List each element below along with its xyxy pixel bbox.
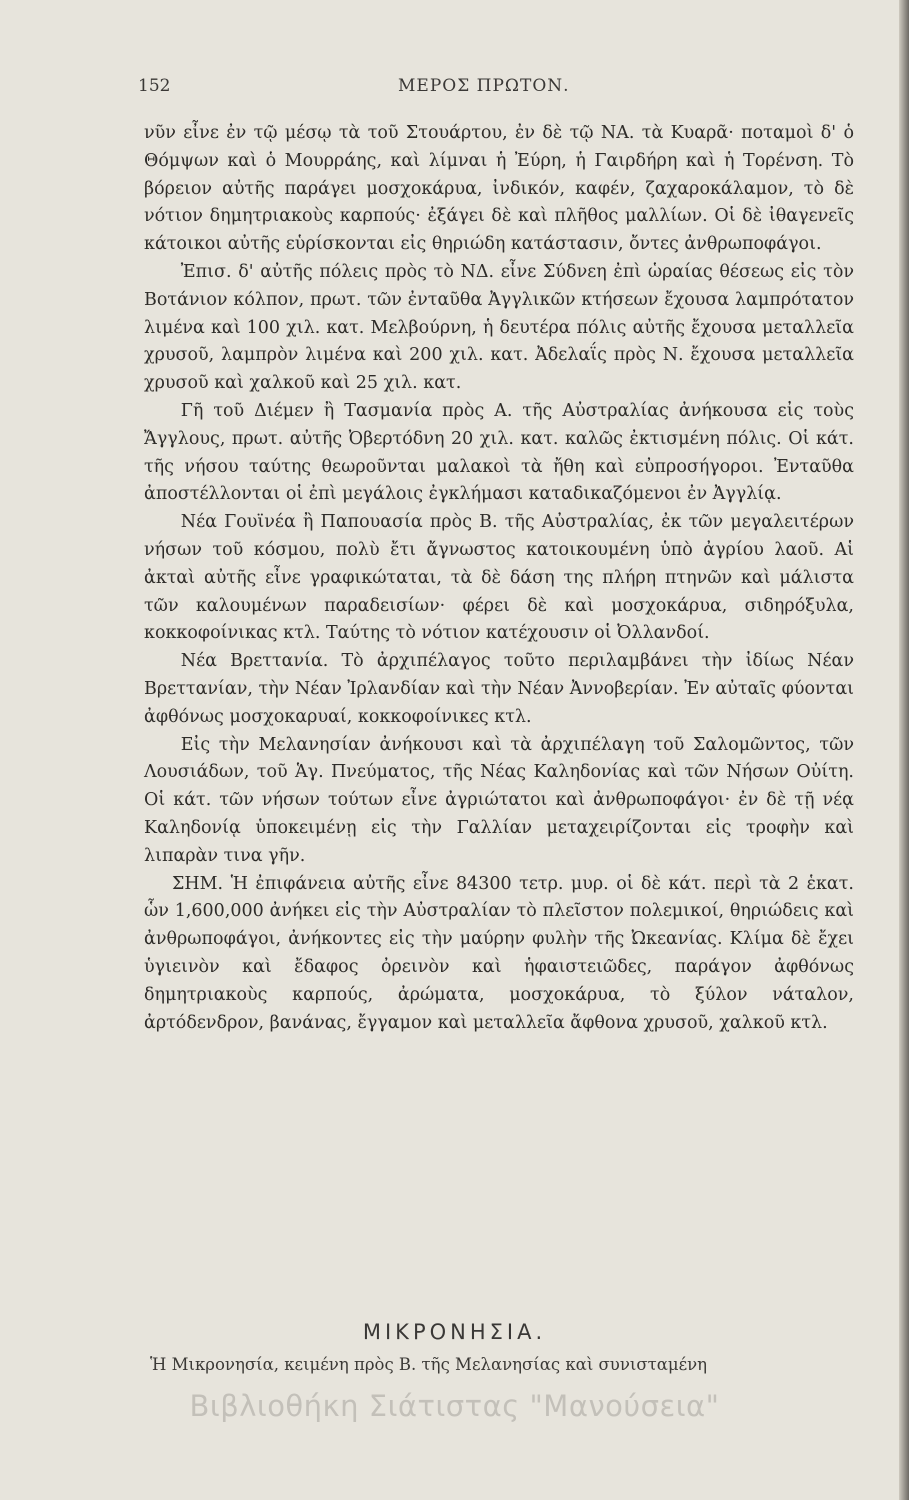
- paragraph-new-guinea: Νέα Γουϊνέα ἢ Παπουασία πρὸς Β. τῆς Αὐστραλίας, ἐκ τῶν μεγαλειτέρων νήσων τοῦ κόσμου, πολὺ ἔτι ἄγνωστος κατοικουμένη ὑπὸ ἀγρίου λαοῦ. Αἱ ἀκταὶ αὐτῆς εἶνε γραφικώταται, τὰ δὲ δάση της πλήρη πτηνῶν καὶ μάλιστα τῶν καλουμένων παραδεισίων· φέρει δὲ καὶ μοσχοκάρυα, σιδηρόξυλα, κοκκοφοίνικας κτλ. Ταύτης τὸ νότιον κατέχουσιν οἱ Ὀλλανδοί.: [144, 512, 854, 644]
- section-first-line: Ἡ Μικρονησία, κειμένη πρὸς Β. τῆς Μελανησίας καὶ συνισταμένη: [150, 1355, 708, 1374]
- paragraph-tasmania: Γῆ τοῦ Διέμεν ἢ Τασμανία πρὸς Α. τῆς Αὐστραλίας ἀνήκουσα εἰς τοὺς Ἄγγλους, πρωτ. αὐτῆς Ὀβερτόδνη 20 χιλ. κατ. καλῶς ἐκτισμένη πόλις. Οἱ κάτ. τῆς νήσου ταύτης θεωροῦνται μαλακοὶ τὰ ἤθη καὶ εὐπροσήγοροι. Ἐνταῦθα ἀποστέλλονται οἱ ἐπὶ μεγάλοις ἐγκλήμασι καταδικαζόμενοι ἐν Ἀγγλίᾳ.: [144, 400, 854, 505]
- body-text: [144, 120, 854, 1037]
- running-title: ΜΕΡΟΣ ΠΡΩΤΟΝ.: [398, 76, 570, 96]
- section-heading-micronesia: ΜΙΚΡΟΝΗΣΙΑ.: [362, 1320, 547, 1344]
- paragraph-australia-continued: νῦν εἶνε ἐν τῷ μέσῳ τὰ τοῦ Στουάρτου, ἐν δὲ τῷ ΝΑ. τὰ Κυαρᾶ· ποταμοὶ δ' ὁ Θόμψων καὶ ὁ Μουρράης, καὶ λίμναι ἡ Ἐύρη, ἡ Γαιρδήρη καὶ ἡ Τορένση. Τὸ βόρειον αὐτῆς παράγει μοσχοκάρυα, ἰνδικόν, καφέν, ζαχαροκάλαμον, τὸ δὲ νότιον δημητριακοὺς καρπούς· ἐξάγει δὲ καὶ πλῆθος μαλλίων. Οἱ δὲ ἰθαγενεῖς κάτοικοι αὐτῆς εὑρίσκονται εἰς θηριώδη κατάστασιν, ὄντες ἀνθρωποφάγοι.: [144, 123, 854, 255]
- paragraph-new-britain: Νέα Βρεττανία. Τὸ ἀρχιπέλαγος τοῦτο περιλαμβάνει τὴν ἰδίως Νέαν Βρεττανίαν, τὴν Νέαν Ἰρλανδίαν καὶ τὴν Νέαν Ἀννοβερίαν. Ἐν αὐταῖς φύονται ἀφθόνως μοσχοκαρυαί, κοκκοφοίνικες κτλ.: [144, 651, 854, 727]
- paragraph-australia-cities: Ἐπισ. δ' αὐτῆς πόλεις πρὸς τὸ ΝΔ. εἶνε Σύδνεη ἐπὶ ὡραίας θέσεως εἰς τὸν Βοτάνιον κόλπον, πρωτ. τῶν ἐνταῦθα Ἀγγλικῶν κτήσεων ἔχουσα λαμπρότατον λιμένα καὶ 100 χιλ. κατ. Μελβούρνη, ἡ δευτέρα πόλις αὐτῆς ἔχουσα μεταλλεῖα χρυσοῦ, λαμπρὸν λιμένα καὶ 200 χιλ. κατ. Ἀδελαΐς πρὸς Ν. ἔχουσα μεταλλεῖα χρυσοῦ καὶ χαλκοῦ καὶ 25 χιλ. κατ.: [144, 261, 854, 394]
- page-edge-shadow: [899, 0, 909, 1500]
- paragraph-melanesia: Εἰς τὴν Μελανησίαν ἀνήκουσι καὶ τὰ ἀρχιπέλαγη τοῦ Σαλομῶντος, τῶν Λουσιάδων, τοῦ Ἁγ. Πνεύματος, τῆς Νέας Καληδονίας καὶ τῶν Νήσων Οὐίτη. Οἱ κάτ. τῶν νήσων τούτων εἶνε ἀγριώτατοι καὶ ἀνθρωποφάγοι· ἐν δὲ τῇ νέᾳ Καληδονίᾳ ὑποκειμένῃ εἰς τὴν Γαλλίαν μεταχειρίζονται εἰς τροφὴν καὶ λιπαρὰν τινα γῆν.: [144, 734, 854, 866]
- paragraph-note: ΣΗΜ. Ἡ ἐπιφάνεια αὐτῆς εἶνε 84300 τετρ. μυρ. οἱ δὲ κάτ. περὶ τὰ 2 ἑκατ. ὧν 1,600,000 ἀνήκει εἰς τὴν Αὐστραλίαν τὸ πλεῖστον πολεμικοί, θηριώδεις καὶ ἀνθρωποφάγοι, ἀνήκοντες εἰς τὴν μαύρην φυλὴν τῆς Ὠκεανίας. Κλίμα δὲ ἔχει ὑγιεινὸν καὶ ἔδαφος ὀρεινὸν καὶ ἡφαιστειῶδες, παράγον ἀφθόνως δημητριακοὺς καρπούς, ἀρώματα, μοσχοκάρυα, τὸ ξύλον νάταλον, ἀρτόδενδρον, βανάνας, ἔγγαμον καὶ μεταλλεῖα ἄφθονα χρυσοῦ, χαλκοῦ κτλ.: [144, 873, 854, 1033]
- page-header: [0, 76, 909, 106]
- page-number: 152: [138, 76, 171, 96]
- library-watermark: Βιβλιοθήκη Σιάτιστας "Μανούσεια": [189, 1389, 720, 1423]
